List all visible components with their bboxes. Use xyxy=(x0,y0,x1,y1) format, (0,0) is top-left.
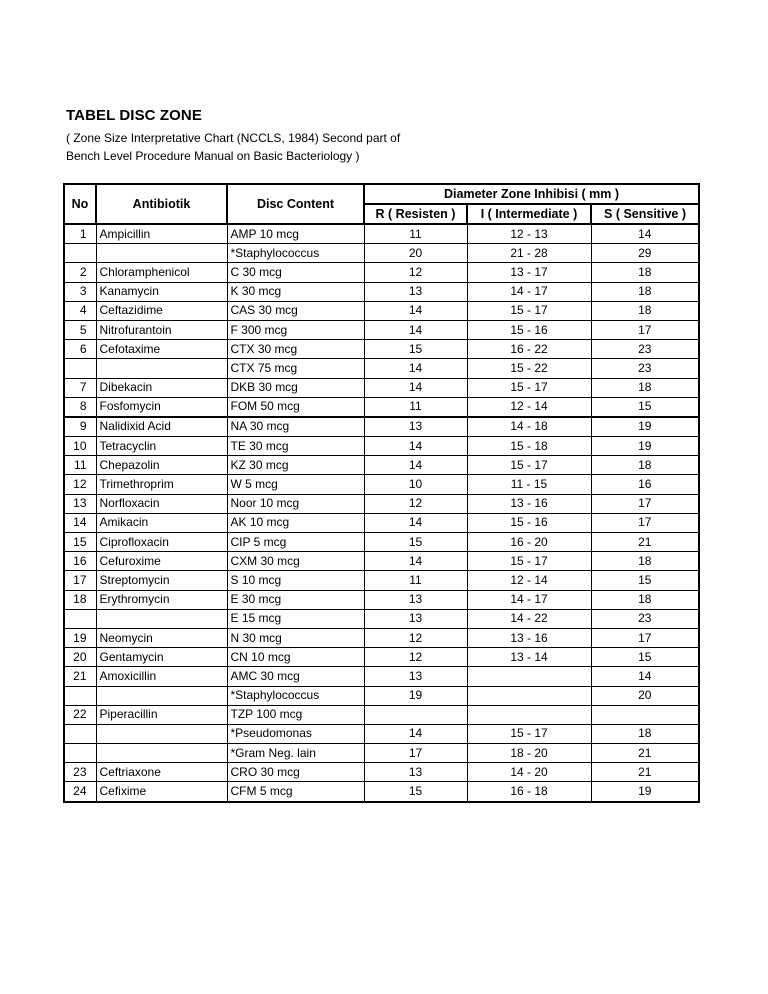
cell-sensitive: 18 xyxy=(591,263,699,282)
cell-sensitive: 17 xyxy=(591,320,699,339)
cell-intermediate: 15 - 17 xyxy=(467,552,591,571)
cell-resisten: 13 xyxy=(364,590,467,609)
cell-disc-content: TZP 100 mcg xyxy=(227,705,364,724)
cell-antibiotik: Ceftriaxone xyxy=(96,763,227,782)
cell-no xyxy=(64,744,96,763)
cell-antibiotik: Erythromycin xyxy=(96,590,227,609)
cell-disc-content: CFM 5 mcg xyxy=(227,782,364,802)
cell-intermediate: 14 - 17 xyxy=(467,282,591,301)
cell-resisten: 14 xyxy=(364,456,467,475)
header-no: No xyxy=(64,184,96,224)
cell-disc-content: AMP 10 mcg xyxy=(227,224,364,244)
cell-antibiotik: Amikacin xyxy=(96,513,227,532)
cell-sensitive: 17 xyxy=(591,494,699,513)
cell-disc-content: *Staphylococcus xyxy=(227,686,364,705)
table-row xyxy=(64,552,699,571)
disc-zone-table-container xyxy=(63,183,698,803)
table-body xyxy=(64,224,699,802)
cell-resisten: 14 xyxy=(364,552,467,571)
cell-disc-content: S 10 mcg xyxy=(227,571,364,590)
table-row xyxy=(64,417,699,437)
cell-no: 1 xyxy=(64,224,96,244)
disc-zone-table xyxy=(63,183,700,803)
table-row xyxy=(64,705,699,724)
table-row xyxy=(64,244,699,263)
cell-sensitive: 21 xyxy=(591,763,699,782)
header-disc-content: Disc Content xyxy=(227,184,364,224)
table-row xyxy=(64,359,699,378)
cell-resisten: 11 xyxy=(364,571,467,590)
table-row xyxy=(64,301,699,320)
cell-no: 8 xyxy=(64,397,96,417)
cell-sensitive: 21 xyxy=(591,744,699,763)
cell-intermediate: 15 - 16 xyxy=(467,513,591,532)
cell-sensitive: 20 xyxy=(591,686,699,705)
cell-antibiotik xyxy=(96,744,227,763)
cell-intermediate: 15 - 17 xyxy=(467,724,591,743)
table-row xyxy=(64,320,699,339)
cell-disc-content: TE 30 mcg xyxy=(227,437,364,456)
cell-no xyxy=(64,724,96,743)
cell-resisten: 19 xyxy=(364,686,467,705)
cell-antibiotik: Trimethroprim xyxy=(96,475,227,494)
cell-intermediate: 14 - 18 xyxy=(467,417,591,437)
table-row xyxy=(64,282,699,301)
cell-intermediate: 14 - 20 xyxy=(467,763,591,782)
cell-sensitive: 19 xyxy=(591,417,699,437)
cell-antibiotik: Chepazolin xyxy=(96,456,227,475)
table-row xyxy=(64,763,699,782)
cell-intermediate: 14 - 22 xyxy=(467,609,591,628)
cell-antibiotik: Amoxicillin xyxy=(96,667,227,686)
cell-resisten: 11 xyxy=(364,224,467,244)
cell-sensitive: 17 xyxy=(591,628,699,647)
subtitle-line-2: Bench Level Procedure Manual on Basic Bacteriology ) xyxy=(66,149,360,163)
cell-intermediate: 16 - 18 xyxy=(467,782,591,802)
cell-antibiotik: Dibekacin xyxy=(96,378,227,397)
cell-resisten: 13 xyxy=(364,282,467,301)
cell-sensitive: 23 xyxy=(591,340,699,359)
cell-resisten: 13 xyxy=(364,667,467,686)
cell-intermediate xyxy=(467,705,591,724)
subtitle xyxy=(66,129,400,165)
table-row xyxy=(64,648,699,667)
cell-intermediate: 13 - 14 xyxy=(467,648,591,667)
cell-resisten xyxy=(364,705,467,724)
cell-intermediate: 15 - 18 xyxy=(467,437,591,456)
cell-no: 20 xyxy=(64,648,96,667)
cell-antibiotik: Ampicillin xyxy=(96,224,227,244)
cell-disc-content: CTX 30 mcg xyxy=(227,340,364,359)
table-row xyxy=(64,224,699,244)
cell-no: 4 xyxy=(64,301,96,320)
cell-no: 22 xyxy=(64,705,96,724)
cell-disc-content: NA 30 mcg xyxy=(227,417,364,437)
cell-disc-content: C 30 mcg xyxy=(227,263,364,282)
cell-disc-content: CRO 30 mcg xyxy=(227,763,364,782)
cell-disc-content: E 30 mcg xyxy=(227,590,364,609)
cell-intermediate: 14 - 17 xyxy=(467,590,591,609)
cell-no: 9 xyxy=(64,417,96,437)
cell-antibiotik xyxy=(96,724,227,743)
cell-disc-content: CAS 30 mcg xyxy=(227,301,364,320)
cell-sensitive: 14 xyxy=(591,667,699,686)
cell-disc-content: DKB 30 mcg xyxy=(227,378,364,397)
cell-no: 14 xyxy=(64,513,96,532)
cell-resisten: 11 xyxy=(364,397,467,417)
header-resisten: R ( Resisten ) xyxy=(364,204,467,224)
cell-no: 19 xyxy=(64,628,96,647)
cell-sensitive: 18 xyxy=(591,552,699,571)
cell-antibiotik xyxy=(96,244,227,263)
cell-resisten: 15 xyxy=(364,782,467,802)
header-diameter-zone: Diameter Zone Inhibisi ( mm ) xyxy=(364,184,699,204)
cell-intermediate: 12 - 13 xyxy=(467,224,591,244)
cell-resisten: 14 xyxy=(364,724,467,743)
cell-resisten: 14 xyxy=(364,359,467,378)
cell-antibiotik xyxy=(96,609,227,628)
cell-no: 3 xyxy=(64,282,96,301)
cell-sensitive: 18 xyxy=(591,378,699,397)
table-row xyxy=(64,475,699,494)
cell-disc-content: CN 10 mcg xyxy=(227,648,364,667)
cell-sensitive: 29 xyxy=(591,244,699,263)
table-row xyxy=(64,437,699,456)
cell-antibiotik: Cefuroxime xyxy=(96,552,227,571)
table-row xyxy=(64,667,699,686)
cell-antibiotik: Ceftazidime xyxy=(96,301,227,320)
cell-antibiotik: Tetracyclin xyxy=(96,437,227,456)
cell-disc-content: E 15 mcg xyxy=(227,609,364,628)
cell-no: 17 xyxy=(64,571,96,590)
cell-resisten: 20 xyxy=(364,244,467,263)
cell-antibiotik: Chloramphenicol xyxy=(96,263,227,282)
cell-sensitive: 17 xyxy=(591,513,699,532)
cell-antibiotik: Fosfomycin xyxy=(96,397,227,417)
cell-no xyxy=(64,686,96,705)
table-row xyxy=(64,628,699,647)
cell-resisten: 14 xyxy=(364,437,467,456)
cell-resisten: 12 xyxy=(364,494,467,513)
table-row xyxy=(64,340,699,359)
cell-antibiotik: Gentamycin xyxy=(96,648,227,667)
cell-antibiotik: Norfloxacin xyxy=(96,494,227,513)
cell-sensitive: 14 xyxy=(591,224,699,244)
cell-no: 15 xyxy=(64,533,96,552)
cell-intermediate: 21 - 28 xyxy=(467,244,591,263)
cell-intermediate: 13 - 16 xyxy=(467,628,591,647)
cell-no: 24 xyxy=(64,782,96,802)
cell-resisten: 14 xyxy=(364,513,467,532)
cell-resisten: 17 xyxy=(364,744,467,763)
table-row xyxy=(64,513,699,532)
cell-disc-content: *Pseudomonas xyxy=(227,724,364,743)
cell-no: 10 xyxy=(64,437,96,456)
cell-antibiotik: Neomycin xyxy=(96,628,227,647)
cell-disc-content: AMC 30 mcg xyxy=(227,667,364,686)
cell-no: 18 xyxy=(64,590,96,609)
cell-disc-content: CXM 30 mcg xyxy=(227,552,364,571)
cell-antibiotik xyxy=(96,359,227,378)
cell-sensitive: 23 xyxy=(591,609,699,628)
cell-intermediate xyxy=(467,686,591,705)
cell-no xyxy=(64,244,96,263)
header-intermediate: I ( Intermediate ) xyxy=(467,204,591,224)
cell-disc-content: KZ 30 mcg xyxy=(227,456,364,475)
cell-antibiotik: Nalidixid Acid xyxy=(96,417,227,437)
cell-disc-content: CTX 75 mcg xyxy=(227,359,364,378)
cell-sensitive: 18 xyxy=(591,590,699,609)
cell-sensitive: 16 xyxy=(591,475,699,494)
table-row xyxy=(64,686,699,705)
cell-sensitive: 15 xyxy=(591,571,699,590)
cell-sensitive: 18 xyxy=(591,724,699,743)
table-row xyxy=(64,533,699,552)
cell-no: 11 xyxy=(64,456,96,475)
cell-intermediate xyxy=(467,667,591,686)
cell-intermediate: 16 - 20 xyxy=(467,533,591,552)
cell-no: 6 xyxy=(64,340,96,359)
table-row xyxy=(64,378,699,397)
cell-sensitive: 21 xyxy=(591,533,699,552)
cell-no: 7 xyxy=(64,378,96,397)
cell-resisten: 14 xyxy=(364,301,467,320)
cell-sensitive: 18 xyxy=(591,456,699,475)
cell-sensitive xyxy=(591,705,699,724)
cell-intermediate: 12 - 14 xyxy=(467,397,591,417)
cell-disc-content: K 30 mcg xyxy=(227,282,364,301)
cell-disc-content: FOM 50 mcg xyxy=(227,397,364,417)
table-row xyxy=(64,263,699,282)
table-row xyxy=(64,397,699,417)
cell-sensitive: 19 xyxy=(591,782,699,802)
cell-no: 16 xyxy=(64,552,96,571)
cell-antibiotik: Streptomycin xyxy=(96,571,227,590)
cell-intermediate: 15 - 16 xyxy=(467,320,591,339)
cell-no xyxy=(64,609,96,628)
cell-disc-content: *Gram Neg. lain xyxy=(227,744,364,763)
cell-resisten: 14 xyxy=(364,378,467,397)
cell-disc-content: CIP 5 mcg xyxy=(227,533,364,552)
cell-intermediate: 13 - 16 xyxy=(467,494,591,513)
cell-sensitive: 19 xyxy=(591,437,699,456)
table-row xyxy=(64,724,699,743)
cell-intermediate: 15 - 22 xyxy=(467,359,591,378)
cell-intermediate: 16 - 22 xyxy=(467,340,591,359)
header-antibiotik: Antibiotik xyxy=(96,184,227,224)
cell-no: 21 xyxy=(64,667,96,686)
cell-no: 2 xyxy=(64,263,96,282)
cell-resisten: 15 xyxy=(364,533,467,552)
cell-intermediate: 15 - 17 xyxy=(467,378,591,397)
cell-disc-content: AK 10 mcg xyxy=(227,513,364,532)
cell-sensitive: 18 xyxy=(591,282,699,301)
cell-sensitive: 18 xyxy=(591,301,699,320)
table-row xyxy=(64,590,699,609)
cell-intermediate: 15 - 17 xyxy=(467,456,591,475)
cell-disc-content: N 30 mcg xyxy=(227,628,364,647)
header-sensitive: S ( Sensitive ) xyxy=(591,204,699,224)
table-row xyxy=(64,744,699,763)
cell-disc-content: Noor 10 mcg xyxy=(227,494,364,513)
cell-antibiotik: Cefotaxime xyxy=(96,340,227,359)
cell-antibiotik xyxy=(96,686,227,705)
cell-disc-content: W 5 mcg xyxy=(227,475,364,494)
cell-no: 5 xyxy=(64,320,96,339)
table-row xyxy=(64,456,699,475)
cell-resisten: 12 xyxy=(364,263,467,282)
cell-sensitive: 15 xyxy=(591,648,699,667)
cell-sensitive: 15 xyxy=(591,397,699,417)
cell-intermediate: 12 - 14 xyxy=(467,571,591,590)
cell-resisten: 10 xyxy=(364,475,467,494)
cell-resisten: 13 xyxy=(364,763,467,782)
cell-intermediate: 11 - 15 xyxy=(467,475,591,494)
cell-antibiotik: Nitrofurantoin xyxy=(96,320,227,339)
cell-no: 12 xyxy=(64,475,96,494)
table-row xyxy=(64,609,699,628)
cell-resisten: 13 xyxy=(364,417,467,437)
cell-resisten: 14 xyxy=(364,320,467,339)
cell-intermediate: 15 - 17 xyxy=(467,301,591,320)
cell-resisten: 13 xyxy=(364,609,467,628)
cell-no: 13 xyxy=(64,494,96,513)
cell-resisten: 15 xyxy=(364,340,467,359)
cell-sensitive: 23 xyxy=(591,359,699,378)
table-row xyxy=(64,571,699,590)
table-row xyxy=(64,782,699,802)
cell-antibiotik: Piperacillin xyxy=(96,705,227,724)
cell-disc-content: *Staphylococcus xyxy=(227,244,364,263)
cell-intermediate: 13 - 17 xyxy=(467,263,591,282)
subtitle-line-1: ( Zone Size Interpretative Chart (NCCLS, 1984) Second part of xyxy=(66,131,401,145)
table-row xyxy=(64,494,699,513)
cell-no: 23 xyxy=(64,763,96,782)
cell-no xyxy=(64,359,96,378)
cell-resisten: 12 xyxy=(364,628,467,647)
cell-disc-content: F 300 mcg xyxy=(227,320,364,339)
cell-antibiotik: Kanamycin xyxy=(96,282,227,301)
cell-antibiotik: Cefixime xyxy=(96,782,227,802)
cell-resisten: 12 xyxy=(364,648,467,667)
cell-intermediate: 18 - 20 xyxy=(467,744,591,763)
page-title: TABEL DISC ZONE xyxy=(66,107,202,124)
cell-antibiotik: Ciprofloxacin xyxy=(96,533,227,552)
